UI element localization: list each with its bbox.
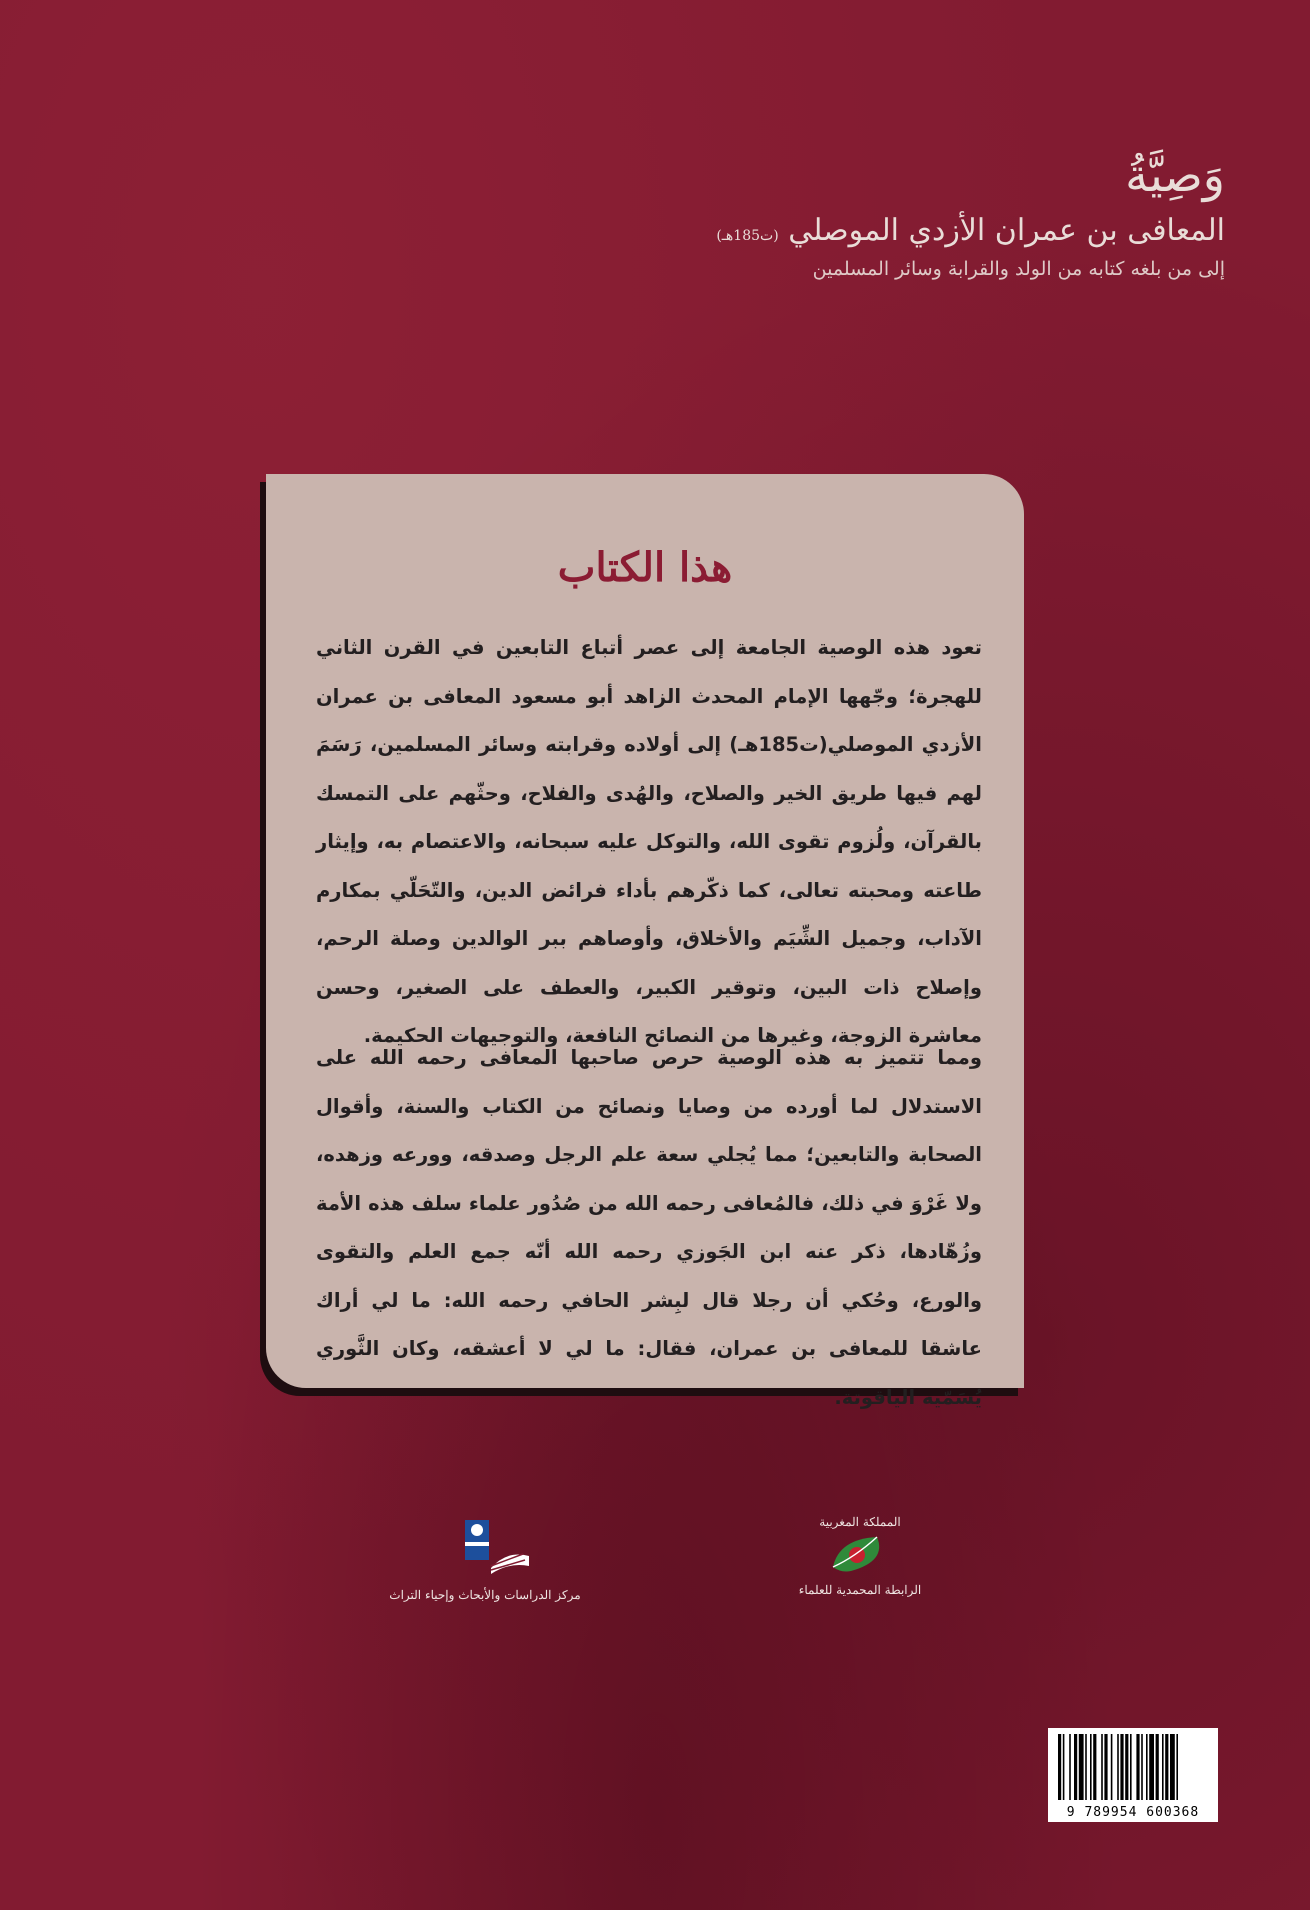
book-subtitle: إلى من بلغه كتابه من الولد والقرابة وسائر المسلمين bbox=[812, 257, 1225, 280]
description-panel bbox=[266, 474, 1024, 1409]
book-author bbox=[525, 213, 1225, 248]
description-paragraph-2: ومما تتميز به هذه الوصية حرص صاحبها المعافى رحمه الله على الاستدلال لما أورده من وصايا ونصائح من الكتاب والسنة، وأقوال الصحابة والتابعين؛ مما يُجلي سعة علم الرجل وصدقه، وورعه وزهده، ولا غَرْوَ في ذلك، فالمُعافى رحمه الله من صُدُور علماء سلف هذه الأمة وزُهّادها، ذكر عنه ابن الجَوزي رحمه الله أنّه جمع العلم والتقوى والورع، وحُكي أن رجلا قال لبِشر الحافي رحمه الله: ما لي أراك عاشقا للمعافى بن عمران، فقال: ما لي لا أعشقه، وكان الثَّوري يُسَمّيه الياقوتة. bbox=[316, 1046, 982, 1409]
book-center-icon bbox=[425, 1520, 545, 1580]
league-caption: الرابطة المحمدية للعلماء bbox=[798, 1583, 922, 1597]
author-name: المعافى بن عمران الأزدي الموصلي bbox=[788, 212, 1225, 248]
description-paragraph-1: تعود هذه الوصية الجامعة إلى عصر أتباع التابعين في القرن الثاني للهجرة؛ وجّهها الإمام المحدث الزاهد أبو مسعود المعافى بن عمران الأزدي الموصلي(ت185هـ) إلى أولاده وقرابته وسائر المسلمين، رَسَمَ لهم فيها طريق الخير والصلاح، والهُدى والفلاح، وحثّهم على التمسك بالقرآن، ولُزوم تقوى الله، والتوكل عليه سبحانه، والاعتصام به، وإيثار طاعته ومحبته تعالى، كما ذكّرهم بأداء فرائض الدين، والتّحَلّي بمكارم الآداب، وجميل الشِّيَم والأخلاق، وأوصاهم ببر الوالدين وصلة الرحم، وإصلاح ذات البين، وتوقير الكبير، والعطف على الصغير، وحسن معاشرة الزوجة، وغيرها من النصائح النافعة، والتوجيهات الحكيمة. bbox=[316, 636, 982, 1047]
publisher-logo-league bbox=[760, 1515, 960, 1597]
book-title: وَصِيَّةُ bbox=[1125, 148, 1225, 202]
kingdom-label: المملكة المغربية bbox=[819, 1515, 901, 1529]
leaf-emblem-icon bbox=[825, 1533, 895, 1575]
title-block bbox=[525, 150, 1225, 280]
isbn-barcode bbox=[1048, 1728, 1218, 1822]
panel-heading: هذا الكتاب bbox=[557, 544, 733, 591]
author-death-date: (ت185هـ) bbox=[716, 227, 779, 244]
publisher-center-caption: مركز الدراسات والأبحاث وإحياء التراث bbox=[389, 1588, 581, 1602]
publisher-logo-center bbox=[380, 1520, 590, 1602]
isbn-number: 9 789954 600368 bbox=[1066, 1805, 1200, 1820]
